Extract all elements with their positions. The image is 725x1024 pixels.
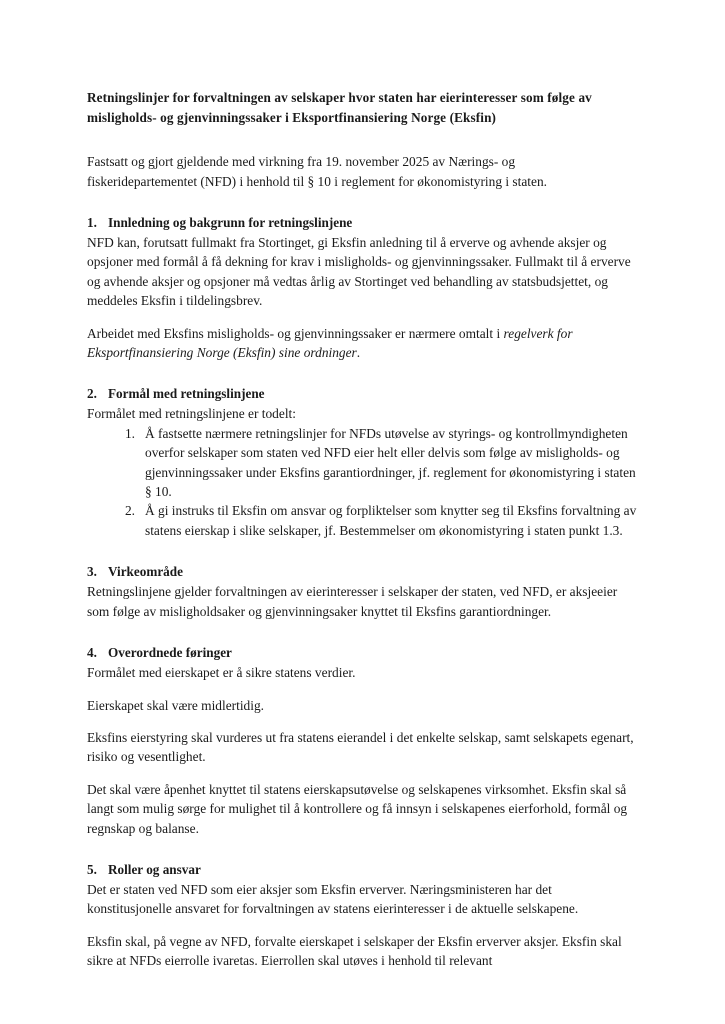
section-1-paragraph-2-lead: Arbeidet med Eksfins misligholds- og gjenvinningssaker er nærmere omtalt i bbox=[87, 325, 504, 341]
list-item-number: 2. bbox=[124, 503, 135, 519]
section-1 bbox=[87, 213, 638, 362]
list-item-text: Å gi instruks til Eksfin om ansvar og forpliktelser som knytter seg til Eksfins forvaltning av statens eierskap i slike selskaper, jf. Bestemmelser om økonomistyring i staten punkt 1.3. bbox=[145, 503, 637, 538]
section-4-paragraph-1: Formålet med eierskapet er å sikre statens verdier. bbox=[87, 665, 356, 681]
section-2-list bbox=[87, 424, 638, 540]
section-1-title: Innledning og bakgrunn for retningslinjene bbox=[108, 215, 353, 230]
section-5-paragraph-1: Det er staten ved NFD som eier aksjer som Eksfin erverver. Næringsministeren har det konstitusjonelle ansvaret for forvaltningen av statens eierinteresser i de aktuelle selskapene. bbox=[87, 881, 579, 917]
section-4-paragraph-2: Eierskapet skal være midlertidig. bbox=[87, 697, 265, 713]
section-5-title: Roller og ansvar bbox=[108, 861, 201, 877]
section-3-number: 3. bbox=[87, 564, 97, 580]
section-4-heading bbox=[87, 643, 638, 662]
section-3 bbox=[87, 562, 638, 621]
section-4-title: Overordnede føringer bbox=[108, 645, 232, 661]
list-item bbox=[87, 501, 638, 540]
section-5-number: 5. bbox=[87, 861, 97, 877]
section-1-paragraph-2-tail: . bbox=[356, 345, 361, 361]
list-item bbox=[87, 424, 638, 502]
section-1-regelverk-reference: regelverk for Eksportfinansiering Norge (Eksfin) sine ordninger bbox=[87, 325, 573, 361]
section-2-heading bbox=[87, 384, 638, 403]
section-3-title: Virkeområde bbox=[108, 564, 183, 580]
list-item-text: Å fastsette nærmere retningslinjer for NFDs utøvelse av styrings- og kontrollmyndigheten overfor selskaper som staten ved NFD eier helt eller delvis som følge av misligholds- og gjenvinningssaker under Eksfins garantiordninger, jf. reglement for økonomistyring i staten § 10. bbox=[145, 425, 636, 500]
section-1-paragraph-2 bbox=[87, 324, 638, 363]
section-4-paragraph-4: Det skal være åpenhet knyttet til statens eierskapsutøvelse og selskapenes virksomhet. Eksfin skal så langt som mulig sørge for mulighet til å kontrollere og få innsyn i selskapenes eierforhold, formål og regnskap og balanse. bbox=[87, 781, 628, 836]
section-5-paragraph-2: Eksfin skal, på vegne av NFD, forvalte eierskapet i selskaper der Eksfin erverver aksjer. Eksfin skal sikre at NFDs eierrolle ivaretas. Eierrollen skal utøves i henhold til relevant bbox=[87, 933, 622, 969]
section-3-heading bbox=[87, 562, 638, 581]
section-1-paragraph-1: NFD kan, forutsatt fullmakt fra Stortinget, gi Eksfin anledning til å erverve og avhende aksjer og opsjoner med formål å få dekning for krav i misligholds- og gjenvinningssaker. Fullmakt til å erverve og avhende aksjer og opsjoner må vedtas årlig av Stortinget ved behandling av statsbudsjettet, og meddeles Eksfin i tildelingsbrev. bbox=[87, 235, 631, 309]
section-5 bbox=[87, 860, 638, 971]
intro-paragraph: Fastsatt og gjort gjeldende med virkning fra 19. november 2025 av Nærings- og fiskeridepartementet (NFD) i henhold til § 10 i reglement for økonomistyring i staten. bbox=[87, 154, 548, 189]
section-4-number: 4. bbox=[87, 645, 97, 661]
section-4 bbox=[87, 643, 638, 838]
section-2 bbox=[87, 384, 638, 540]
section-1-heading bbox=[87, 213, 638, 232]
list-item-number: 1. bbox=[124, 425, 135, 441]
section-2-number: 2. bbox=[87, 386, 97, 402]
section-3-paragraph-1: Retningslinjene gjelder forvaltningen av eierinteresser i selskaper der staten, ved NFD, er aksjeeier som følge av misligholdsaker og gjenvinningsaker knyttet til Eksfins garantiordninger. bbox=[87, 584, 618, 619]
section-2-paragraph-1: Formålet med retningslinjene er todelt: bbox=[87, 406, 296, 422]
page-title-line-1: Retningslinjer for forvaltningen av selskaper hvor staten har eierinteresser som følge av bbox=[87, 90, 592, 105]
section-5-heading bbox=[87, 860, 638, 879]
section-1-number: 1. bbox=[87, 215, 97, 230]
section-2-title: Formål med retningslinjene bbox=[108, 386, 265, 402]
page-title bbox=[87, 88, 638, 127]
section-4-paragraph-3: Eksfins eierstyring skal vurderes ut fra statens eierandel i det enkelte selskap, samt selskapets egenart, risiko og vesentlighet. bbox=[87, 729, 634, 765]
page-title-line-2: misligholds- og gjenvinningssaker i Eksportfinansiering Norge (Eksfin) bbox=[87, 109, 497, 125]
